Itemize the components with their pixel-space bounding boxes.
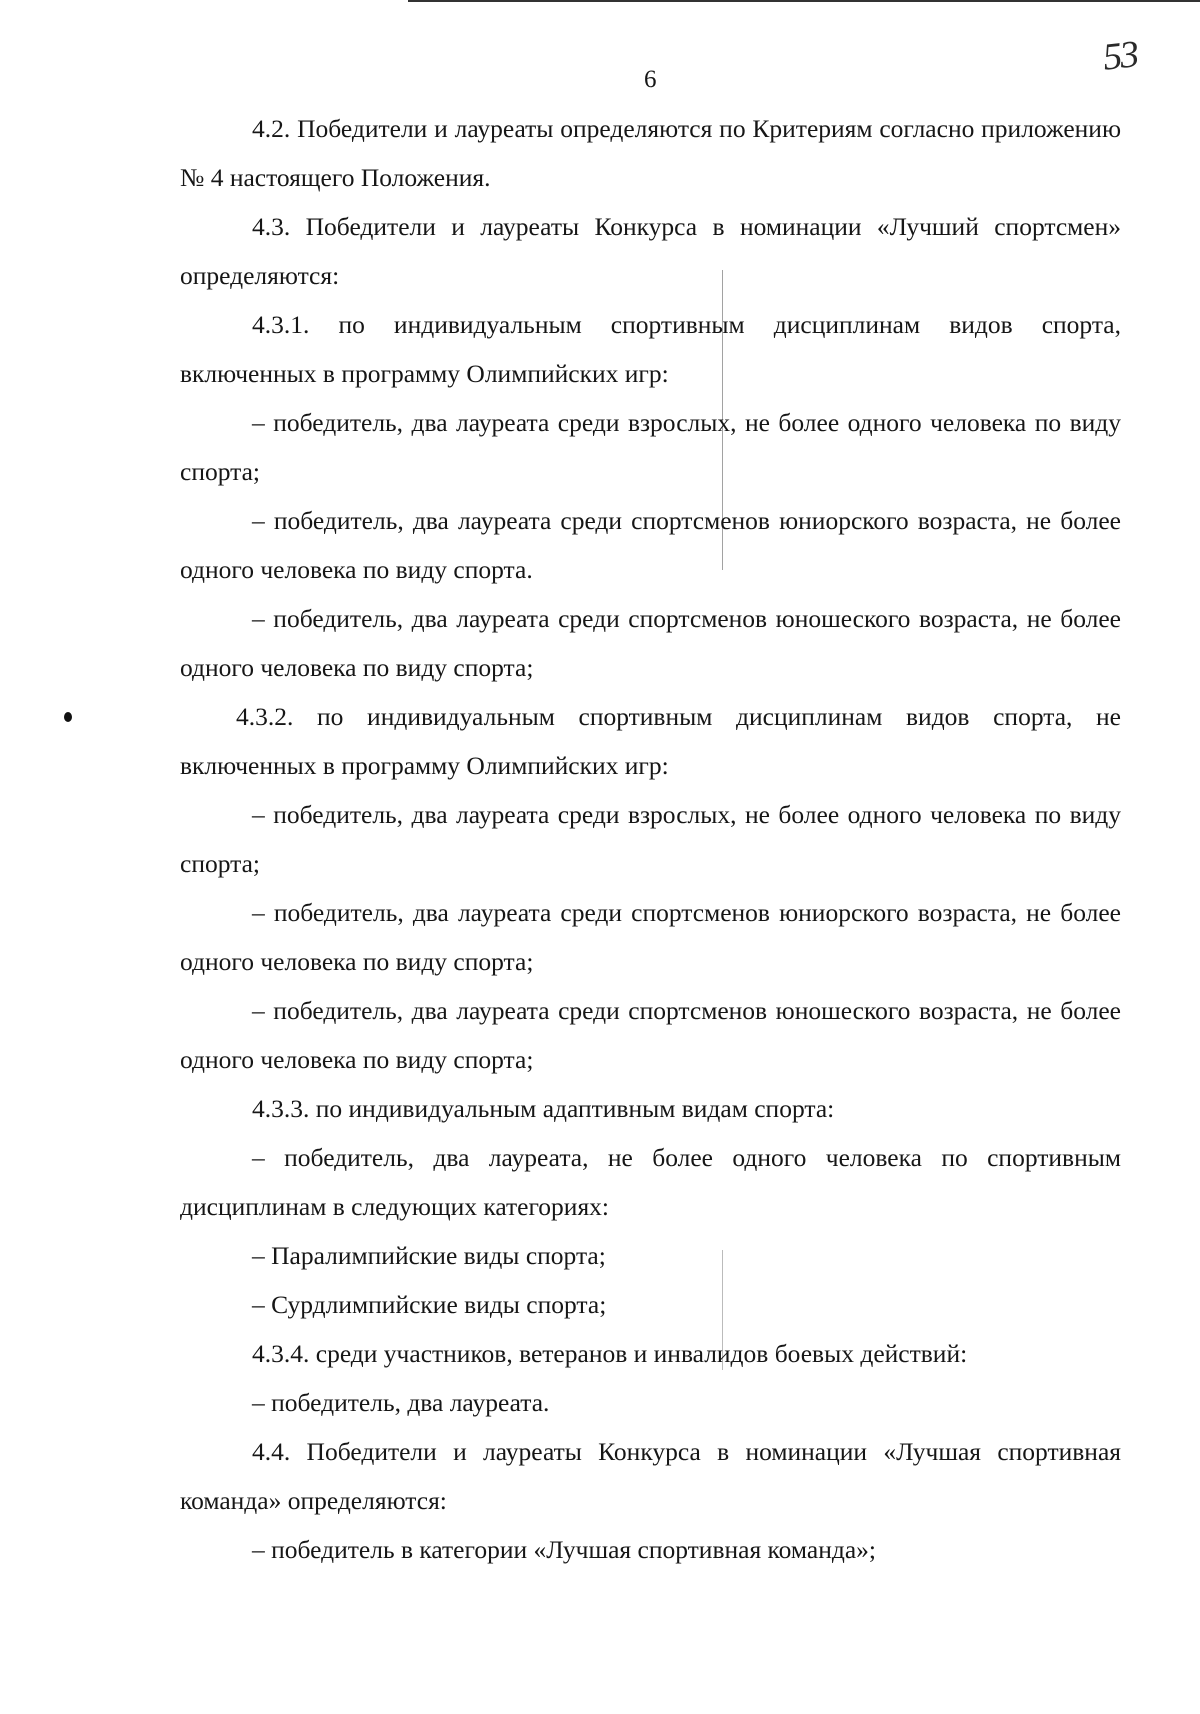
list-item: – Сурдлимпийские виды спорта; (252, 1290, 607, 1319)
list-item: – победитель, два лауреата среди спортсменов юниорского возраста, не более одного человека по виду спорта; (180, 898, 1121, 976)
paragraph-4-3-1: 4.3.1. по индивидуальным спортивным дисциплинам видов спорта, включенных в программу Олимпийских игр: (180, 310, 1121, 388)
document-body (180, 104, 1121, 1574)
list-item: – Паралимпийские виды спорта; (252, 1241, 606, 1270)
list-item: – победитель в категории «Лучшая спортивная команда»; (252, 1535, 876, 1564)
scan-speck (64, 712, 72, 722)
list-item: – победитель, два лауреата среди взрослых, не более одного человека по виду спорта; (180, 408, 1121, 486)
page-number: 6 (644, 66, 657, 93)
list-item: – победитель, два лауреата среди спортсменов юношеского возраста, не более одного человека по виду спорта; (180, 604, 1121, 682)
list-item: – победитель, два лауреата. (252, 1388, 550, 1417)
paragraph-4-3-2: 4.3.2. по индивидуальным спортивным дисциплинам видов спорта, не включенных в программу Олимпийских игр: (180, 702, 1121, 780)
list-item: – победитель, два лауреата, не более одного человека по спортивным дисциплинам в следующих категориях: (180, 1143, 1121, 1221)
list-item: – победитель, два лауреата среди спортсменов юношеского возраста, не более одного человека по виду спорта; (180, 996, 1121, 1074)
paragraph-4-3-3: 4.3.3. по индивидуальным адаптивным видам спорта: (252, 1094, 835, 1123)
list-item: – победитель, два лауреата среди взрослых, не более одного человека по виду спорта; (180, 800, 1121, 878)
paragraph-4-4: 4.4. Победители и лауреаты Конкурса в номинации «Лучшая спортивная команда» определяются: (180, 1437, 1121, 1515)
paragraph-4-2: 4.2. Победители и лауреаты определяются по Критериям согласно приложению № 4 настоящего Положения. (180, 114, 1121, 192)
scan-top-border (408, 0, 1200, 2)
list-item: – победитель, два лауреата среди спортсменов юниорского возраста, не более одного человека по виду спорта. (180, 506, 1121, 584)
paragraph-4-3-4: 4.3.4. среди участников, ветеранов и инвалидов боевых действий: (252, 1339, 968, 1368)
handwritten-sheet-number: 53 (1100, 33, 1140, 79)
paragraph-4-3: 4.3. Победители и лауреаты Конкурса в номинации «Лучший спортсмен» определяются: (180, 212, 1121, 290)
